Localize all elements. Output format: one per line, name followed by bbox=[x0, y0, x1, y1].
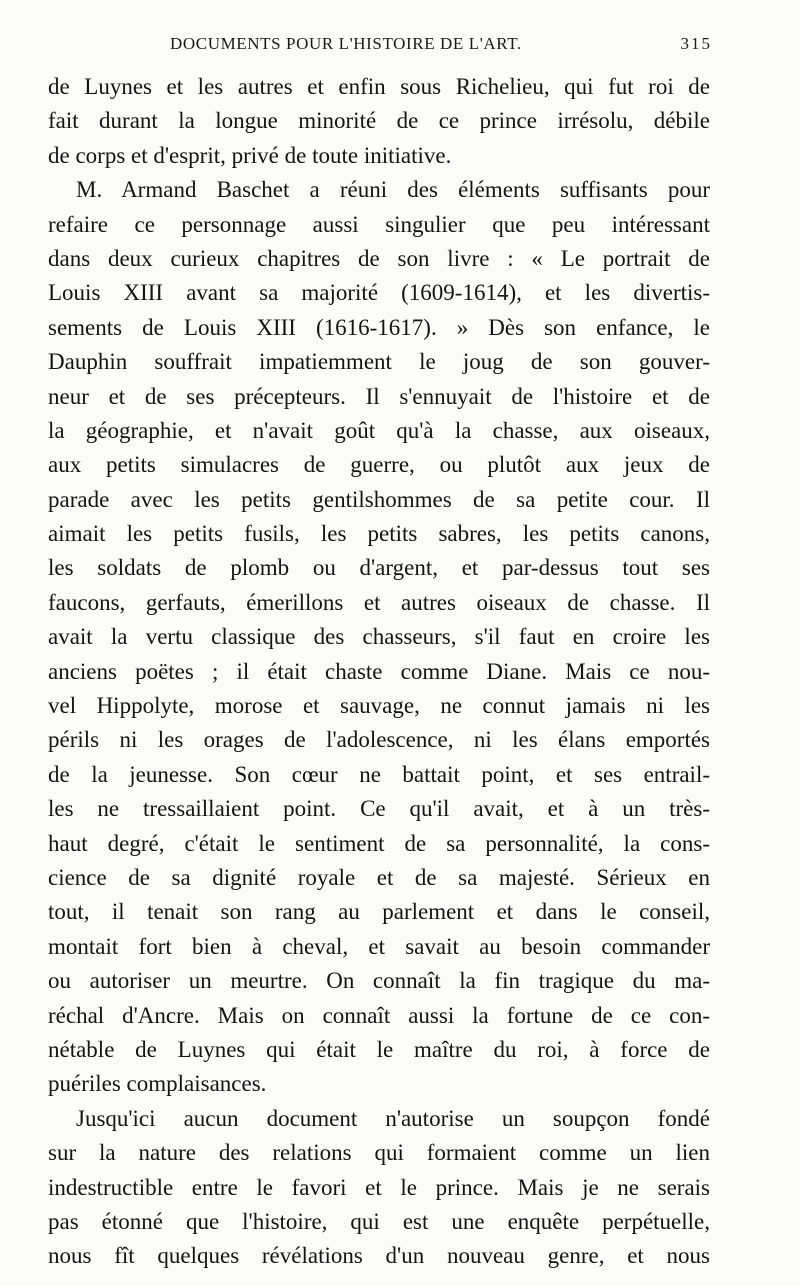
text-line: montait fort bien à cheval, et savait au besoin commander bbox=[48, 933, 710, 959]
text-line: cience de sa dignité royale et de sa majesté. Sérieux en bbox=[48, 864, 710, 890]
running-title: DOCUMENTS POUR L'HISTOIRE DE L'ART. bbox=[170, 34, 522, 53]
text-line: périls ni les orages de l'adolescence, ni les élans emportés bbox=[48, 727, 710, 753]
text-line: faucons, gerfauts, émerillons et autres oiseaux de chasse. Il bbox=[48, 589, 710, 615]
text-line: la géographie, et n'avait goût qu'à la chasse, aux oiseaux, bbox=[48, 417, 710, 443]
text-line: les ne tressaillaient point. Ce qu'il avait, et à un très- bbox=[48, 796, 710, 822]
text-line: puériles complaisances. bbox=[48, 1071, 267, 1097]
text-line: dans deux curieux chapitres de son livre : « Le portrait de bbox=[48, 245, 710, 271]
text-line: neur et de ses précepteurs. Il s'ennuyait de l'histoire et de bbox=[48, 383, 710, 409]
text-line: haut degré, c'était le sentiment de sa personnalité, la cons- bbox=[48, 830, 710, 856]
text-line: ou autoriser un meurtre. On connaît la fin tragique du ma- bbox=[48, 968, 710, 994]
text-line: les soldats de plomb ou d'argent, et par-dessus tout ses bbox=[48, 555, 710, 581]
text-line: nétable de Luynes qui était le maître du roi, à force de bbox=[48, 1036, 710, 1062]
text-line: Dauphin souffrait impatiemment le joug de son gouver- bbox=[48, 349, 710, 375]
text-line: de la jeunesse. Son cœur ne battait point, et ses entrail- bbox=[48, 761, 710, 787]
text-line: réchal d'Ancre. Mais on connaît aussi la fortune de ce con- bbox=[48, 1002, 710, 1028]
text-line: de corps et d'esprit, privé de toute initiative. bbox=[48, 142, 452, 168]
body-text bbox=[48, 70, 710, 1274]
text-line: Louis XIII avant sa majorité (1609-1614), et les divertis- bbox=[48, 280, 710, 306]
text-line: vel Hippolyte, morose et sauvage, ne connut jamais ni les bbox=[48, 693, 710, 719]
text-line: aimait les petits fusils, les petits sabres, les petits canons, bbox=[48, 521, 710, 547]
text-line: nous fît quelques révélations d'un nouveau genre, et nous bbox=[48, 1243, 710, 1269]
text-line: de Luynes et les autres et enfin sous Richelieu, qui fut roi de bbox=[48, 74, 710, 99]
text-line: aux petits simulacres de guerre, ou plutôt aux jeux de bbox=[48, 452, 710, 478]
text-line: sements de Louis XIII (1616-1617). » Dès son enfance, le bbox=[48, 314, 710, 340]
text-line: fait durant la longue minorité de ce prince irrésolu, débile bbox=[48, 108, 710, 134]
text-line: Jusqu'ici aucun document n'autorise un soupçon fondé bbox=[76, 1105, 710, 1131]
page-number: 315 bbox=[680, 34, 712, 53]
text-line: indestructible entre le favori et le prince. Mais je ne serais bbox=[48, 1174, 710, 1200]
page-header bbox=[48, 34, 716, 62]
text-line: avait la vertu classique des chasseurs, s'il faut en croire les bbox=[48, 624, 710, 650]
text-line: pas étonné que l'histoire, qui est une enquête perpétuelle, bbox=[48, 1208, 710, 1234]
text-line: tout, il tenait son rang au parlement et dans le conseil, bbox=[48, 899, 710, 925]
text-line: refaire ce personnage aussi singulier que peu intéressant bbox=[48, 211, 710, 237]
text-line: sur la nature des relations qui formaient comme un lien bbox=[48, 1140, 710, 1166]
text-line: M. Armand Baschet a réuni des éléments suffisants pour bbox=[76, 177, 710, 203]
text-line: parade avec les petits gentilshommes de sa petite cour. Il bbox=[48, 486, 710, 512]
text-line: anciens poëtes ; il était chaste comme Diane. Mais ce nou- bbox=[48, 658, 710, 684]
